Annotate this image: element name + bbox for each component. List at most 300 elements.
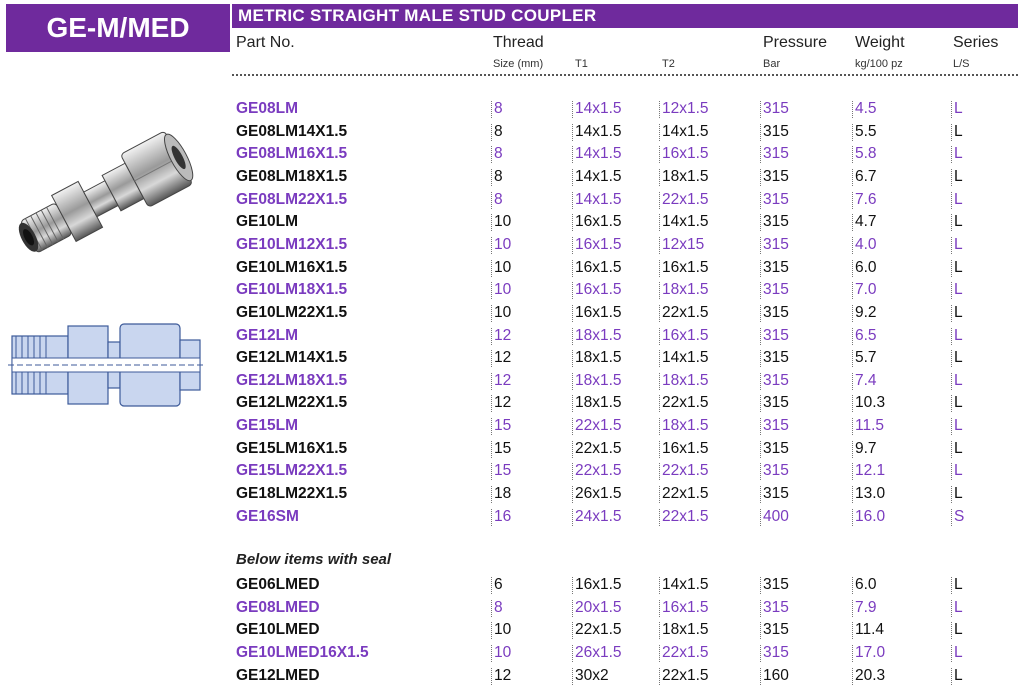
column-divider <box>951 328 952 345</box>
column-divider <box>760 328 761 345</box>
column-divider <box>760 260 761 277</box>
page-title: METRIC STRAIGHT MALE STUD COUPLER <box>238 6 597 25</box>
table-row <box>0 211 1024 233</box>
thread-t2: 22x1.5 <box>662 190 709 208</box>
column-divider <box>852 373 853 390</box>
column-divider <box>572 622 573 639</box>
series-value: S <box>954 507 965 525</box>
part-number: GE10LM16X1.5 <box>236 258 348 276</box>
column-divider <box>760 350 761 367</box>
column-divider <box>491 509 492 526</box>
part-number: GE08LM22X1.5 <box>236 190 348 208</box>
column-divider <box>491 192 492 209</box>
sub-t2: T2 <box>662 58 675 70</box>
weight-value: 17.0 <box>855 643 886 661</box>
part-number: GE08LM14X1.5 <box>236 122 348 140</box>
table-row <box>0 415 1024 437</box>
column-divider <box>760 192 761 209</box>
column-divider <box>491 418 492 435</box>
column-divider <box>852 441 853 458</box>
column-divider <box>491 441 492 458</box>
series-value: L <box>954 213 963 231</box>
thread-size: 8 <box>494 100 503 117</box>
thread-size: 12 <box>494 394 512 412</box>
thread-t1: 18x1.5 <box>575 394 622 412</box>
pressure-value: 315 <box>763 145 789 163</box>
weight-value: 4.0 <box>855 235 877 253</box>
part-number: GE12LM14X1.5 <box>236 349 348 367</box>
column-divider <box>659 214 660 231</box>
column-divider <box>760 146 761 163</box>
weight-value: 7.6 <box>855 190 877 208</box>
column-divider <box>760 418 761 435</box>
thread-t1: 16x1.5 <box>575 303 622 321</box>
column-divider <box>951 418 952 435</box>
thread-t2: 22x1.5 <box>662 485 709 503</box>
weight-value: 4.5 <box>855 100 877 117</box>
column-divider <box>760 600 761 617</box>
thread-size: 10 <box>494 621 512 639</box>
pressure-value: 315 <box>763 303 789 321</box>
series-value: L <box>954 326 963 344</box>
thread-t1: 30x2 <box>575 666 609 684</box>
thread-t2: 14x1.5 <box>662 576 709 593</box>
pressure-value: 315 <box>763 394 789 412</box>
thread-t2: 14x1.5 <box>662 213 709 231</box>
table-row <box>0 143 1024 165</box>
thread-t1: 16x1.5 <box>575 281 622 299</box>
weight-value: 16.0 <box>855 507 886 525</box>
table-row <box>0 665 1024 687</box>
column-divider <box>572 463 573 480</box>
thread-t1: 14x1.5 <box>575 122 622 140</box>
weight-value: 9.2 <box>855 303 877 321</box>
thread-t1: 22x1.5 <box>575 621 622 639</box>
column-divider <box>572 124 573 141</box>
column-divider <box>951 237 952 254</box>
table-row <box>0 392 1024 414</box>
column-divider <box>951 214 952 231</box>
column-divider <box>760 373 761 390</box>
column-divider <box>659 463 660 480</box>
column-divider <box>572 600 573 617</box>
column-divider <box>951 146 952 163</box>
pressure-value: 315 <box>763 213 789 231</box>
seal-section-label: Below items with seal <box>236 551 392 568</box>
column-divider <box>491 486 492 503</box>
column-divider <box>951 169 952 186</box>
thread-t1: 16x1.5 <box>575 213 622 231</box>
col-part: Part No. <box>236 34 295 51</box>
weight-value: 12.1 <box>855 462 886 480</box>
table-row <box>0 347 1024 369</box>
thread-t1: 16x1.5 <box>575 576 622 593</box>
thread-size: 12 <box>494 326 512 344</box>
thread-t1: 18x1.5 <box>575 326 622 344</box>
column-divider <box>951 282 952 299</box>
thread-t1: 16x1.5 <box>575 258 622 276</box>
column-divider <box>491 577 492 594</box>
thread-t2: 16x1.5 <box>662 598 709 616</box>
column-divider <box>491 600 492 617</box>
pressure-value: 315 <box>763 122 789 140</box>
column-divider <box>659 146 660 163</box>
part-number: GE06LMED <box>236 576 320 593</box>
column-divider <box>760 509 761 526</box>
column-divider <box>852 305 853 322</box>
column-divider <box>951 622 952 639</box>
column-divider <box>491 328 492 345</box>
series-value: L <box>954 485 963 503</box>
table-row <box>0 597 1024 619</box>
part-number: GE15LM16X1.5 <box>236 439 348 457</box>
part-number: GE12LMED <box>236 666 320 684</box>
pressure-value: 315 <box>763 576 789 593</box>
thread-t2: 14x1.5 <box>662 349 709 367</box>
thread-t1: 22x1.5 <box>575 439 622 457</box>
thread-t2: 16x1.5 <box>662 439 709 457</box>
column-divider <box>951 645 952 662</box>
pressure-value: 315 <box>763 349 789 367</box>
series-value: L <box>954 100 963 117</box>
column-divider <box>852 645 853 662</box>
thread-t2: 12x15 <box>662 235 705 253</box>
table-row <box>0 325 1024 347</box>
column-divider <box>659 192 660 209</box>
column-divider <box>659 101 660 118</box>
column-divider <box>659 645 660 662</box>
column-divider <box>852 486 853 503</box>
table-row <box>0 234 1024 256</box>
table-row <box>0 460 1024 482</box>
column-divider <box>572 305 573 322</box>
column-divider <box>760 282 761 299</box>
column-divider <box>852 668 853 685</box>
pressure-value: 315 <box>763 371 789 389</box>
series-value: L <box>954 349 963 367</box>
column-divider <box>572 668 573 685</box>
column-divider <box>659 395 660 412</box>
thread-size: 16 <box>494 507 512 525</box>
column-divider <box>659 486 660 503</box>
column-divider <box>572 577 573 594</box>
col-weight: Weight <box>855 34 905 51</box>
weight-value: 7.9 <box>855 598 877 616</box>
column-divider <box>852 395 853 412</box>
thread-size: 10 <box>494 213 512 231</box>
column-divider <box>951 305 952 322</box>
pressure-value: 315 <box>763 281 789 299</box>
column-divider <box>572 418 573 435</box>
thread-t2: 12x1.5 <box>662 100 709 117</box>
thread-size: 8 <box>494 145 503 163</box>
series-value: L <box>954 258 963 276</box>
weight-value: 5.8 <box>855 145 877 163</box>
part-number: GE15LM <box>236 417 299 435</box>
column-divider <box>659 622 660 639</box>
thread-t1: 14x1.5 <box>575 100 622 117</box>
column-divider <box>852 577 853 594</box>
column-divider <box>572 486 573 503</box>
thread-t1: 26x1.5 <box>575 643 622 661</box>
pressure-value: 315 <box>763 598 789 616</box>
thread-t2: 16x1.5 <box>662 326 709 344</box>
table-row <box>0 121 1024 143</box>
thread-size: 10 <box>494 258 512 276</box>
thread-size: 10 <box>494 303 512 321</box>
column-divider <box>951 463 952 480</box>
part-number: GE18LM22X1.5 <box>236 485 348 503</box>
pressure-value: 315 <box>763 258 789 276</box>
weight-value: 5.5 <box>855 122 877 140</box>
column-divider <box>572 192 573 209</box>
column-divider <box>852 169 853 186</box>
column-divider <box>491 395 492 412</box>
table-row <box>0 370 1024 392</box>
thread-t1: 14x1.5 <box>575 145 622 163</box>
column-divider <box>852 260 853 277</box>
series-value: L <box>954 621 963 639</box>
column-divider <box>491 260 492 277</box>
column-divider <box>491 668 492 685</box>
pressure-value: 315 <box>763 485 789 503</box>
column-divider <box>852 509 853 526</box>
column-divider <box>659 668 660 685</box>
sub-size: Size (mm) <box>493 58 544 70</box>
column-divider <box>572 101 573 118</box>
column-divider <box>760 441 761 458</box>
thread-t1: 18x1.5 <box>575 371 622 389</box>
part-number: GE10LM18X1.5 <box>236 281 348 299</box>
series-value: L <box>954 439 963 457</box>
column-divider <box>491 622 492 639</box>
column-divider <box>659 169 660 186</box>
column-divider <box>951 373 952 390</box>
thread-size: 8 <box>494 598 503 616</box>
pressure-value: 315 <box>763 417 789 435</box>
sub-series-unit: L/S <box>953 58 970 70</box>
column-divider <box>852 282 853 299</box>
part-number: GE10LM12X1.5 <box>236 235 348 253</box>
series-value: L <box>954 145 963 163</box>
weight-value: 6.0 <box>855 258 877 276</box>
thread-size: 15 <box>494 417 512 435</box>
pressure-value: 315 <box>763 462 789 480</box>
sub-weight-unit: kg/100 pz <box>855 58 903 70</box>
col-thread: Thread <box>493 34 544 51</box>
table-row <box>0 619 1024 641</box>
thread-size: 8 <box>494 190 503 208</box>
series-value: L <box>954 303 963 321</box>
column-divider <box>951 350 952 367</box>
thread-t2: 18x1.5 <box>662 371 709 389</box>
column-divider <box>852 192 853 209</box>
thread-t2: 22x1.5 <box>662 643 709 661</box>
column-divider <box>760 577 761 594</box>
weight-value: 13.0 <box>855 485 886 503</box>
thread-t2: 18x1.5 <box>662 281 709 299</box>
weight-value: 6.7 <box>855 167 877 185</box>
column-divider <box>760 463 761 480</box>
thread-t1: 22x1.5 <box>575 417 622 435</box>
series-value: L <box>954 643 963 661</box>
column-divider <box>659 328 660 345</box>
column-divider <box>760 486 761 503</box>
column-divider <box>491 214 492 231</box>
column-divider <box>491 101 492 118</box>
column-divider <box>852 146 853 163</box>
part-number: GE10LMED16X1.5 <box>236 643 369 661</box>
table-row <box>0 279 1024 301</box>
column-divider <box>760 101 761 118</box>
weight-value: 9.7 <box>855 439 877 457</box>
column-divider <box>491 350 492 367</box>
weight-value: 7.0 <box>855 281 877 299</box>
column-divider <box>659 260 660 277</box>
series-value: L <box>954 666 963 684</box>
column-divider <box>659 577 660 594</box>
part-number: GE08LM16X1.5 <box>236 145 348 163</box>
thread-t1: 24x1.5 <box>575 507 622 525</box>
series-value: L <box>954 462 963 480</box>
column-divider <box>572 328 573 345</box>
thread-t2: 16x1.5 <box>662 258 709 276</box>
thread-size: 6 <box>494 576 503 593</box>
weight-value: 5.7 <box>855 349 877 367</box>
thread-size: 12 <box>494 371 512 389</box>
thread-size: 10 <box>494 235 512 253</box>
thread-t2: 22x1.5 <box>662 462 709 480</box>
series-value: L <box>954 235 963 253</box>
part-number: GE10LMED <box>236 621 320 639</box>
column-divider <box>491 169 492 186</box>
part-number: GE10LM <box>236 213 299 231</box>
weight-value: 10.3 <box>855 394 886 412</box>
column-divider <box>659 237 660 254</box>
thread-t1: 26x1.5 <box>575 485 622 503</box>
series-value: L <box>954 394 963 412</box>
column-divider <box>852 328 853 345</box>
table-row <box>0 257 1024 279</box>
column-divider <box>491 305 492 322</box>
series-value: L <box>954 598 963 616</box>
series-value: L <box>954 122 963 140</box>
sub-t1: T1 <box>575 58 588 70</box>
thread-t1: 20x1.5 <box>575 598 622 616</box>
weight-value: 7.4 <box>855 371 877 389</box>
thread-t1: 14x1.5 <box>575 190 622 208</box>
column-divider <box>572 214 573 231</box>
column-divider <box>951 509 952 526</box>
thread-size: 15 <box>494 439 512 457</box>
part-number: GE12LM18X1.5 <box>236 371 348 389</box>
column-divider <box>572 373 573 390</box>
column-divider <box>852 237 853 254</box>
thread-size: 18 <box>494 485 512 503</box>
product-code: GE-M/MED <box>6 4 230 52</box>
part-number: GE08LMED <box>236 598 320 616</box>
column-divider <box>572 509 573 526</box>
weight-value: 4.7 <box>855 213 877 231</box>
table-row <box>0 642 1024 664</box>
column-divider <box>951 101 952 118</box>
column-divider <box>760 237 761 254</box>
column-divider <box>760 169 761 186</box>
part-number: GE15LM22X1.5 <box>236 462 348 480</box>
pressure-value: 315 <box>763 235 789 253</box>
column-divider <box>852 214 853 231</box>
column-divider <box>852 101 853 118</box>
thread-t2: 22x1.5 <box>662 666 709 684</box>
column-divider <box>572 237 573 254</box>
column-divider <box>659 600 660 617</box>
part-number: GE10LM22X1.5 <box>236 303 348 321</box>
table-row <box>0 483 1024 505</box>
thread-t2: 22x1.5 <box>662 394 709 412</box>
column-divider <box>659 305 660 322</box>
table-row <box>0 166 1024 188</box>
thread-t1: 14x1.5 <box>575 167 622 185</box>
series-value: L <box>954 417 963 435</box>
column-divider <box>491 645 492 662</box>
column-divider <box>572 350 573 367</box>
weight-value: 20.3 <box>855 666 886 684</box>
pressure-value: 160 <box>763 666 789 684</box>
weight-value: 6.5 <box>855 326 877 344</box>
column-divider <box>572 169 573 186</box>
thread-t2: 18x1.5 <box>662 621 709 639</box>
table-row <box>0 574 1024 596</box>
column-divider <box>951 668 952 685</box>
weight-value: 11.4 <box>855 621 885 639</box>
column-divider <box>852 463 853 480</box>
column-divider <box>951 395 952 412</box>
weight-value: 6.0 <box>855 576 877 593</box>
pressure-value: 315 <box>763 621 789 639</box>
thread-size: 8 <box>494 122 503 140</box>
column-divider <box>760 305 761 322</box>
thread-t2: 16x1.5 <box>662 145 709 163</box>
column-divider <box>951 124 952 141</box>
column-divider <box>852 350 853 367</box>
column-divider <box>659 350 660 367</box>
thread-size: 12 <box>494 349 512 367</box>
part-number: GE16SM <box>236 507 299 525</box>
column-divider <box>491 124 492 141</box>
column-divider <box>951 600 952 617</box>
column-divider <box>659 509 660 526</box>
thread-size: 15 <box>494 462 512 480</box>
thread-t1: 18x1.5 <box>575 349 622 367</box>
column-divider <box>951 577 952 594</box>
column-divider <box>491 463 492 480</box>
thread-size: 12 <box>494 666 512 684</box>
thread-size: 10 <box>494 643 512 661</box>
column-divider <box>852 124 853 141</box>
table-row <box>0 302 1024 324</box>
thread-t2: 18x1.5 <box>662 167 709 185</box>
series-value: L <box>954 167 963 185</box>
column-divider <box>491 146 492 163</box>
pressure-value: 315 <box>763 643 789 661</box>
series-value: L <box>954 190 963 208</box>
table-row <box>0 438 1024 460</box>
header-divider <box>232 74 1018 76</box>
thread-size: 8 <box>494 167 503 185</box>
column-divider <box>852 600 853 617</box>
column-divider <box>572 282 573 299</box>
column-divider <box>659 418 660 435</box>
